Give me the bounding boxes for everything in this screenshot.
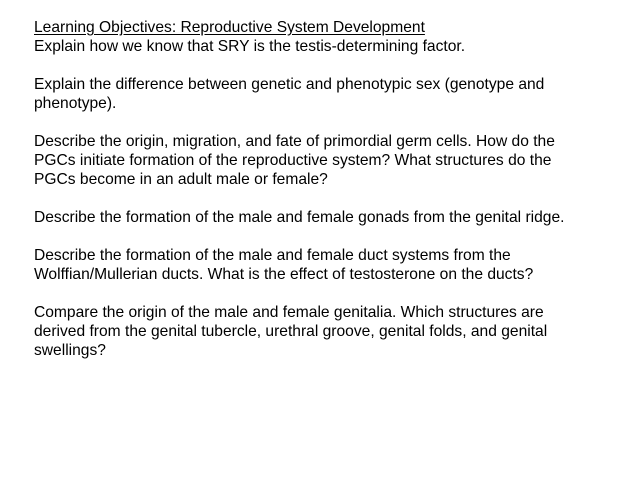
objective-6-line-2: derived from the genital tubercle, urethral groove, genital folds, and genital xyxy=(34,323,548,340)
objective-2-line-1: Explain the difference between genetic and phenotypic sex (genotype and xyxy=(34,76,545,93)
objective-3-line-2: PGCs initiate formation of the reproductive system? What structures do the xyxy=(34,152,552,169)
paragraph-gap xyxy=(34,284,620,303)
objective-6-line-1: Compare the origin of the male and female genitalia. Which structures are xyxy=(34,304,544,321)
slide-heading: Learning Objectives: Reproductive System Development xyxy=(34,19,425,36)
objective-3-line-1: Describe the origin, migration, and fate of primordial germ cells. How do the xyxy=(34,133,555,150)
paragraph-gap xyxy=(34,189,620,208)
objective-4-line-1: Describe the formation of the male and female gonads from the genital ridge. xyxy=(34,209,565,226)
objective-5-line-1: Describe the formation of the male and female duct systems from the xyxy=(34,247,511,264)
objective-1-line-1: Explain how we know that SRY is the testis-determining factor. xyxy=(34,38,466,55)
objective-3-line-3: PGCs become in an adult male or female? xyxy=(34,171,328,188)
objective-6-line-3: swellings? xyxy=(34,342,106,359)
paragraph-gap xyxy=(34,227,620,246)
paragraph-gap xyxy=(34,56,620,75)
objective-5-line-2: Wolffian/Mullerian ducts. What is the effect of testosterone on the ducts? xyxy=(34,266,534,283)
slide-content xyxy=(34,18,620,360)
paragraph-gap xyxy=(34,113,620,132)
objective-2-line-2: phenotype). xyxy=(34,95,117,112)
